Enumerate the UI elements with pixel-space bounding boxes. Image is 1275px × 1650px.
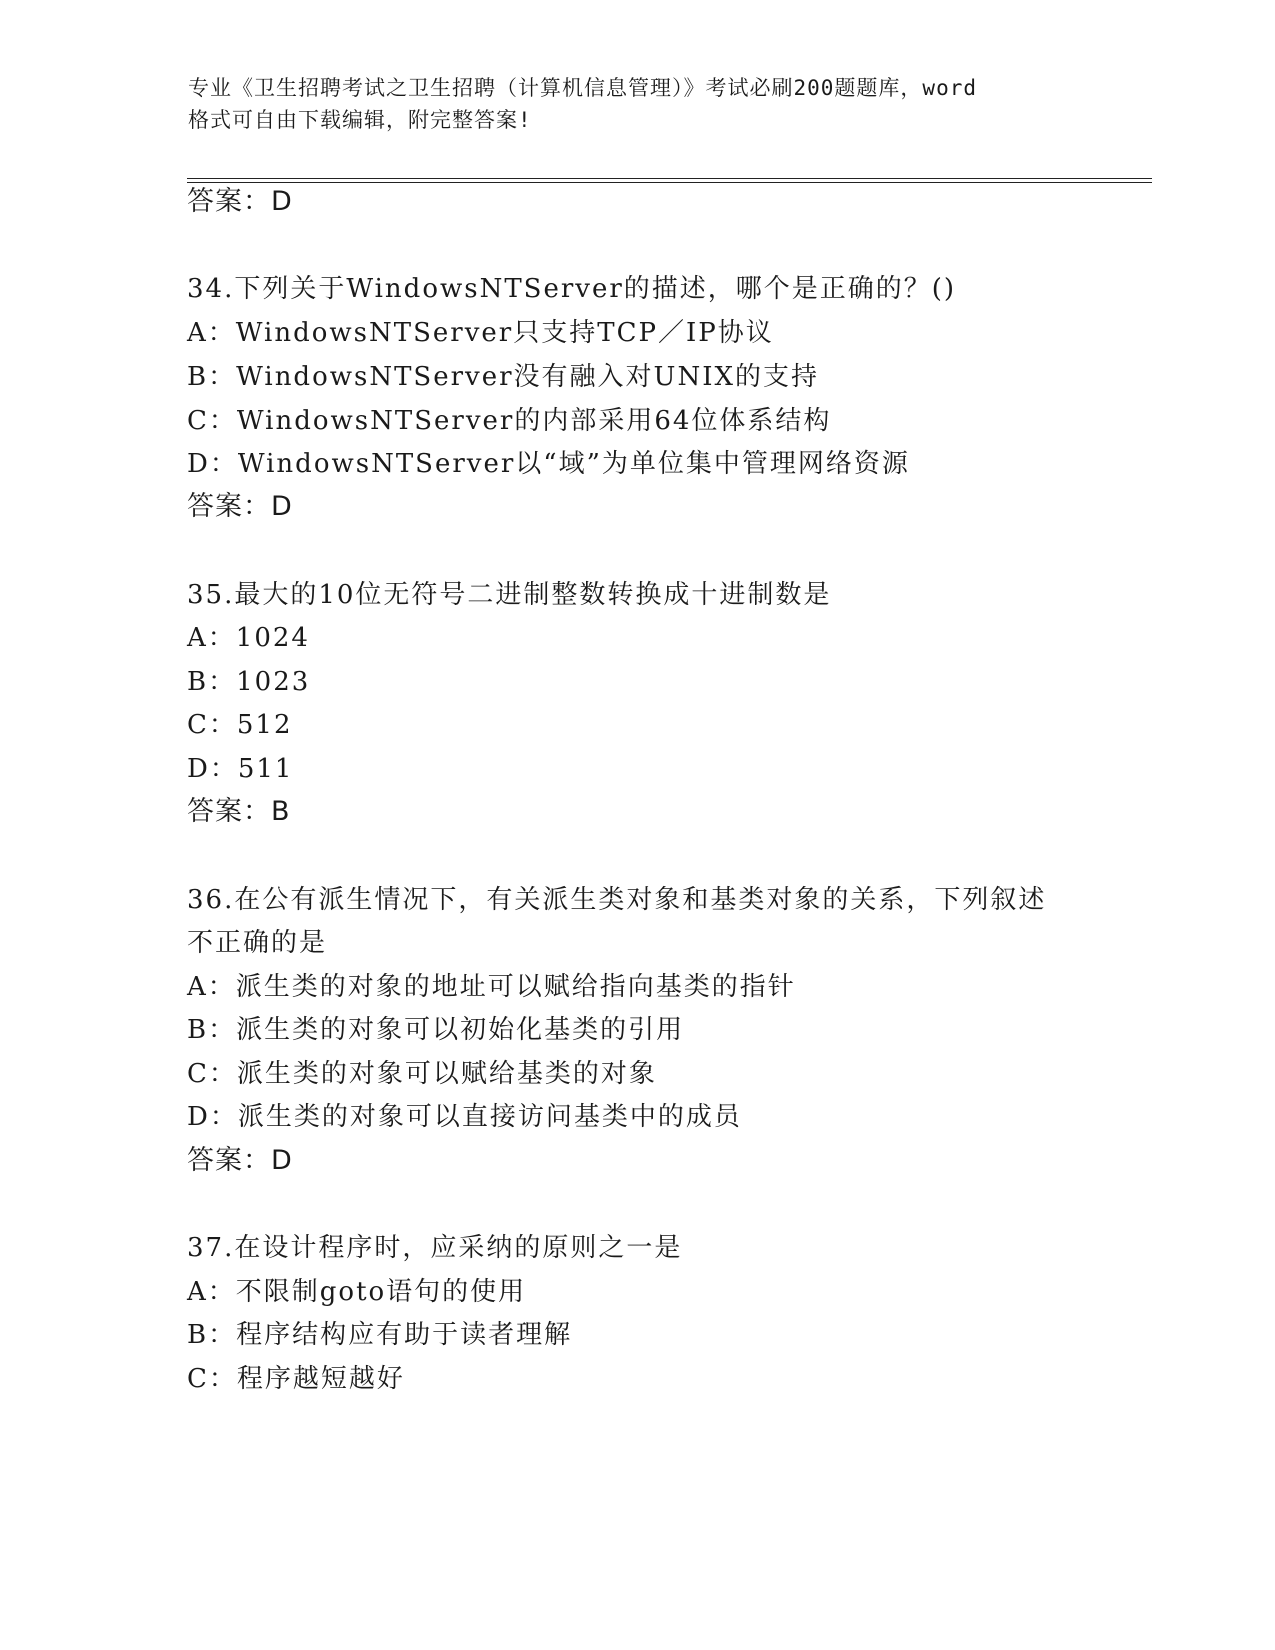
question-34-option-d: D：WindowsNTServer以“域”为单位集中管理网络资源 (187, 449, 910, 479)
question-37-option-a: A：不限制goto语句的使用 (187, 1277, 527, 1307)
page-header (188, 72, 1088, 136)
question-35-option-c: C：512 (187, 710, 293, 740)
question-34-stem: 34.下列关于WindowsNTServer的描述，哪个是正确的？() (187, 274, 957, 304)
header-divider (187, 178, 1152, 183)
question-37-option-b: B：程序结构应有助于读者理解 (187, 1320, 573, 1350)
header-line-1: 专业《卫生招聘考试之卫生招聘（计算机信息管理）》考试必刷200题题库，word (188, 76, 977, 100)
question-36-option-c: C：派生类的对象可以赋给基类的对象 (187, 1059, 657, 1089)
question-35-option-b: B：1023 (187, 667, 311, 697)
question-35-option-d: D：511 (187, 754, 294, 784)
question-37-option-c: C：程序越短越好 (187, 1364, 405, 1394)
question-36-option-b: B：派生类的对象可以初始化基类的引用 (187, 1015, 685, 1045)
header-line-2: 格式可自由下载编辑，附完整答案! (188, 108, 532, 132)
question-37-stem: 37.在设计程序时，应采纳的原则之一是 (187, 1233, 683, 1263)
question-36-option-a: A：派生类的对象的地址可以赋给指向基类的指针 (187, 972, 796, 1002)
question-36-stem: 36.在公有派生情况下，有关派生类对象和基类对象的关系，下列叙述 (187, 885, 1047, 915)
question-36-option-d: D：派生类的对象可以直接访问基类中的成员 (187, 1102, 742, 1132)
question-35-option-a: A：1024 (187, 623, 310, 653)
question-34-option-b: B：WindowsNTServer没有融入对UNIX的支持 (187, 362, 819, 392)
question-35-answer: 答案：B (187, 796, 291, 827)
answer-prev: 答案：D (187, 186, 293, 217)
question-36-stem-continued: 不正确的是 (187, 928, 328, 958)
question-36-answer: 答案：D (187, 1145, 293, 1176)
question-34-answer: 答案：D (187, 491, 293, 522)
question-34-option-c: C：WindowsNTServer的内部采用64位体系结构 (187, 406, 832, 436)
question-34-option-a: A：WindowsNTServer只支持TCP／IP协议 (187, 318, 774, 348)
question-35-stem: 35.最大的10位无符号二进制整数转换成十进制数是 (187, 580, 832, 610)
